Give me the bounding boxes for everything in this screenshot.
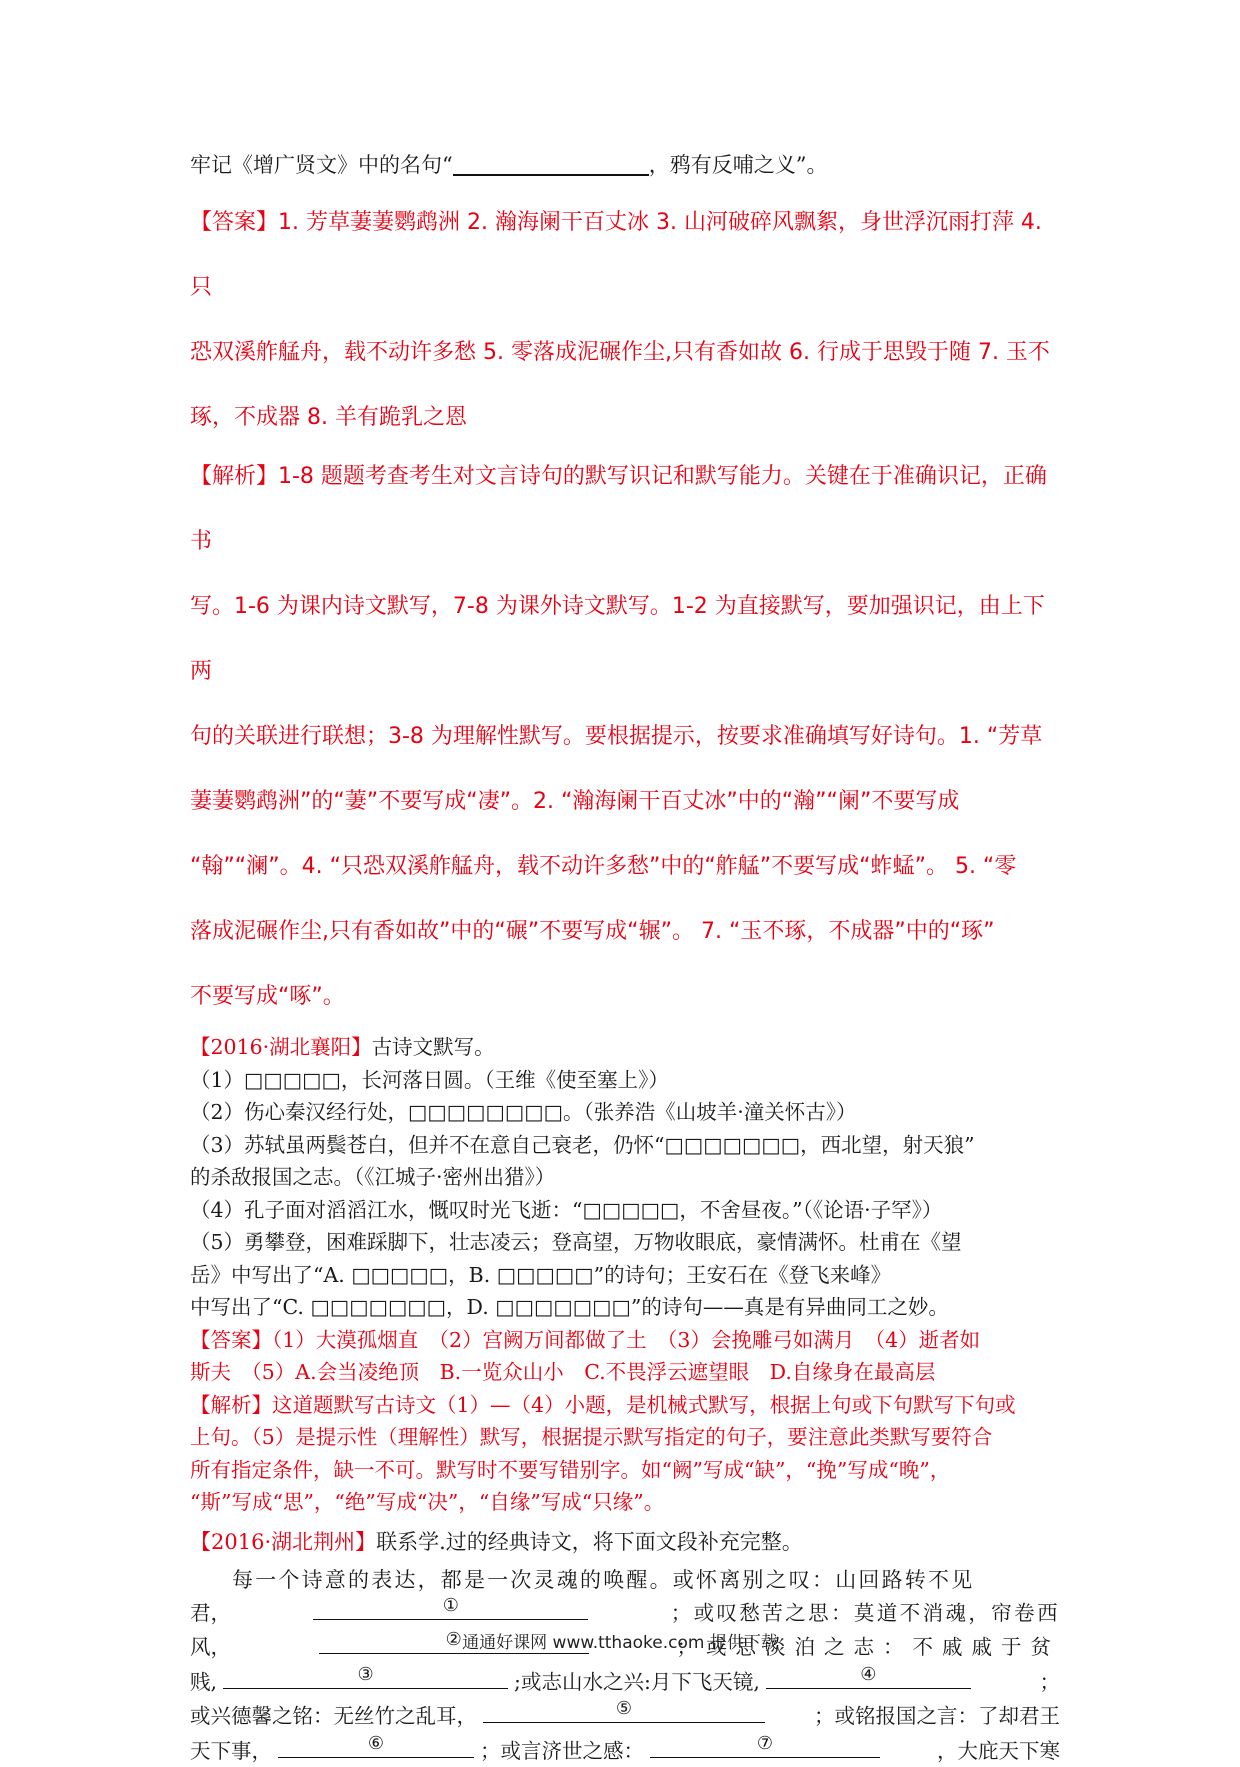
- analysis-line: 写。1-6 为课内诗文默写，7-8 为课外诗文默写。1-2 为直接默写，要加强识记，由上下两: [190, 574, 1060, 704]
- intro-line: [190, 150, 1060, 180]
- passage-text: 风，: [190, 1631, 231, 1664]
- analysis-line: 句的关联进行联想；3-8 为理解性默写。要根据提示，按要求准确填写好诗句。1. “芳草: [190, 704, 1060, 769]
- passage-text: ;或志山水之兴:月下飞天镜,: [514, 1666, 760, 1699]
- passage-text: ；或言济世之感：: [480, 1735, 644, 1767]
- question-line: （4）孔子面对滔滔江水，慨叹时光飞逝：“□□□□□，不舍昼夜。”（《论语·子罕》）: [190, 1194, 1060, 1227]
- question-title: 古诗文默写。: [372, 1035, 495, 1059]
- question-line: （2）伤心秦汉经行处，□□□□□□□□。（张养浩《山坡羊·潼关怀古》）: [190, 1096, 1060, 1129]
- analysis-line: “翰”“澜”。4. “只恐双溪舴艋舟，载不动许多愁”中的“舴艋”不要写成“蚱蜢”。 5. “零: [190, 834, 1060, 899]
- analysis-line: 萋萋鹦鹉洲”的“萋”不要写成“凄”。2. “瀚海阑干百丈冰”中的“瀚”“阑”不要写成: [190, 769, 1060, 834]
- page-footer: 通通好课网 www.tthaoke.com 提供下载: [0, 1628, 1240, 1653]
- blank-number: ③: [223, 1659, 508, 1692]
- blank-number: ⑥: [278, 1728, 474, 1761]
- question-line: 中写出了“C. □□□□□□□，D. □□□□□□□”的诗句——真是有异曲同工之妙。: [190, 1291, 1060, 1324]
- fill-blank-3: [223, 1664, 508, 1689]
- passage-line: 每一个诗意的表达，都是一次灵魂的唤醒。或怀离别之叹：山回路转不见: [190, 1565, 1060, 1595]
- fill-blank: [453, 152, 649, 176]
- analysis-line: 落成泥碾作尘,只有香如故”中的“碾”不要写成“辗”。 7. “玉不琢，不成器”中的“琢”: [190, 899, 1060, 964]
- question-line: 岳》中写出了“A. □□□□□，B. □□□□□”的诗句；王安石在《登飞来峰》: [190, 1259, 1060, 1292]
- analysis-line: “斯”写成“思”，“绝”写成“决”，“自缘”写成“只缘”。: [190, 1486, 1060, 1519]
- analysis-line: 【解析】这道题默写古诗文（1）—（4）小题，是机械式默写，根据上句或下句默写下句或: [190, 1389, 1060, 1422]
- passage-line: [190, 1733, 1060, 1767]
- intro-before: 牢记《增广贤文》中的名句“: [190, 153, 453, 177]
- answer-line: 恐双溪舴艋舟，载不动许多愁 5. 零落成泥碾作尘,只有香如故 6. 行成于思毁于随 7. 玉不: [190, 320, 1060, 385]
- passage-text: ；或叹愁苦之思：莫道不消魂，帘卷西: [671, 1597, 1060, 1630]
- answer-block-1: [190, 190, 1060, 450]
- source-tag: 【2016·湖北荆州】: [190, 1530, 376, 1554]
- question-title: 联系学.过的经典诗文，将下面文段补充完整。: [376, 1530, 803, 1554]
- passage-text: 贱,: [190, 1666, 217, 1699]
- analysis-block-1: [190, 444, 1060, 1029]
- question-line: 的杀敌报国之志。（《江城子·密州出猎》）: [190, 1161, 1060, 1194]
- blank-number: ①: [313, 1590, 588, 1623]
- analysis-line: 所有指定条件，缺一不可。默写时不要写错别字。如“阙”写成“缺”，“挽”写成“晚”，: [190, 1454, 1060, 1487]
- answer-line: 琢，不成器 8. 羊有跪乳之恩: [190, 385, 1060, 450]
- blank-number: ②: [319, 1624, 589, 1657]
- passage-text: ；或思淡泊之志：不戚戚于贫: [677, 1631, 1061, 1664]
- passage-text: ，大庇天下寒: [937, 1735, 1060, 1767]
- passage-text: ；或铭报国之言：了却君王: [814, 1700, 1060, 1733]
- page-content: [190, 150, 1060, 1767]
- analysis-line: 上句。（5）是提示性（理解性）默写，根据提示默写指定的句子，要注意此类默写要符合: [190, 1421, 1060, 1454]
- blank-number: ⑦: [650, 1728, 880, 1761]
- fill-blank-5: [483, 1698, 765, 1723]
- answer-line: 斯夫 （5）A.会当凌绝顶 B.一览众山小 C.不畏浮云遮望眼 D.自缘身在最高层: [190, 1356, 1060, 1389]
- question-line: （5）勇攀登，困难踩脚下，壮志凌云；登高望，万物收眼底，豪情满怀。杜甫在《望: [190, 1226, 1060, 1259]
- blank-number: ④: [766, 1659, 971, 1692]
- answer-line: 【答案】1. 芳草萋萋鹦鹉洲 2. 瀚海阑干百丈冰 3. 山河破碎风飘絮，身世浮沉雨打萍 4. 只: [190, 190, 1060, 320]
- analysis-line: 不要写成“啄”。: [190, 964, 1060, 1029]
- passage-text: 君，: [190, 1597, 231, 1630]
- fill-blank-1: [313, 1595, 588, 1620]
- question-heading: [190, 1031, 1060, 1064]
- intro-after: ，鸦有反哺之义”。: [649, 153, 828, 177]
- analysis-line: 【解析】1-8 题题考查考生对文言诗句的默写识记和默写能力。关键在于准确识记，正确书: [190, 444, 1060, 574]
- question-block-2: [190, 1031, 1060, 1519]
- question-line: （1）□□□□□，长河落日圆。（王维《使至塞上》）: [190, 1064, 1060, 1097]
- answer-line: 【答案】（1）大漠孤烟直 （2）宫阙万间都做了土 （3）会挽雕弓如满月 （4）逝者如: [190, 1324, 1060, 1357]
- question-line: （3）苏轼虽两鬓苍白，但并不在意自己衰老，仍怀“□□□□□□□，西北望，射天狼”: [190, 1129, 1060, 1162]
- passage-text: ；: [1040, 1666, 1061, 1699]
- passage-text: 天下事，: [190, 1735, 272, 1767]
- passage-text: 或兴德馨之铭：无丝竹之乱耳，: [190, 1700, 477, 1733]
- source-tag: 【2016·湖北襄阳】: [190, 1035, 372, 1059]
- fill-blank-4: [766, 1664, 971, 1689]
- question-heading: [190, 1525, 1060, 1559]
- blank-number: ⑤: [483, 1693, 765, 1726]
